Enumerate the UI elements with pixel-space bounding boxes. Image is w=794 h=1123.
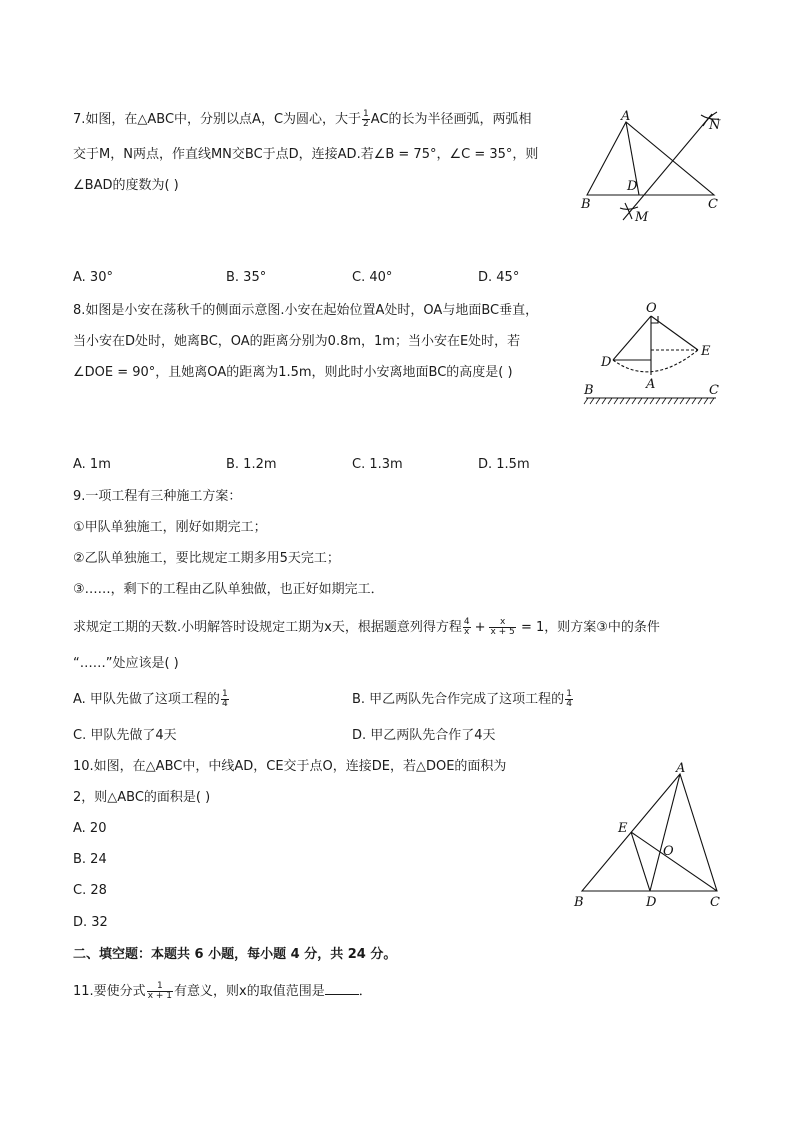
q10-label-o: O	[663, 844, 674, 859]
q7-option-d[interactable]: D. 45°	[478, 270, 520, 285]
q7-option-b[interactable]: B. 35°	[226, 270, 267, 285]
q9-eq-f1-den: x	[464, 627, 470, 637]
q10-label-d: D	[646, 895, 657, 910]
q9-option-a-frac-num: 1	[221, 689, 228, 699]
q8-label-e: E	[701, 344, 711, 359]
q8-label-b: B	[584, 383, 594, 398]
q9-option-a-text: A. 甲队先做了这项工程的	[73, 692, 220, 707]
q7-figure	[575, 100, 735, 230]
q9-eq-plus: +	[474, 620, 486, 635]
q9-line6: “……”处应该是( )	[73, 656, 179, 671]
q7-arc-m-1	[620, 207, 638, 209]
q7-label-m: M	[635, 210, 649, 225]
q10-option-d[interactable]: D. 32	[73, 915, 108, 930]
q9-line3: ②乙队单独施工，要比规定工期多用5天完工；	[73, 551, 340, 566]
q9-option-b[interactable]	[352, 690, 574, 709]
q9-eq-f1-num: 4	[463, 617, 470, 627]
q8-segment-od	[613, 316, 651, 360]
q7-fraction	[362, 110, 370, 129]
q10-option-c[interactable]: C. 28	[73, 883, 107, 898]
q7-line3: ∠BAD的度数为( )	[73, 178, 179, 193]
q10-line1: 10.如图，在△ABC中，中线AD，CE交于点O，连接DE，若△DOE的面积为	[73, 759, 507, 774]
q10-triangle-abc	[582, 774, 717, 891]
q8-label-o: O	[646, 301, 657, 316]
q9-line5	[73, 618, 660, 637]
q8-line1: 8.如图是小安在荡秋千的侧面示意图.小安在起始位置A处时，OA与地面BC垂直，	[73, 303, 539, 318]
q11-answer-blank[interactable]	[325, 982, 359, 995]
q10-label-c: C	[710, 895, 720, 910]
q8-line3: ∠DOE = 90°，且她离OA的距离为1.5m，则此时小安离地面BC的高度是( )	[73, 365, 513, 380]
q8-line2: 当小安在D处时，她离BC，OA的距离分别为0.8m，1m；当小安在E处时，若	[73, 334, 521, 349]
q9-option-b-text: B. 甲乙两队先合作完成了这项工程的	[352, 692, 565, 707]
q9-option-d[interactable]: D. 甲乙两队先合作了4天	[352, 728, 496, 743]
q9-option-a-frac-den: 4	[221, 699, 228, 709]
q9-option-a[interactable]	[73, 690, 230, 709]
q8-label-a: A	[646, 377, 656, 392]
q7-text-a: 7.如图，在△ABC中，分别以点A，C为圆心，大于	[73, 112, 362, 127]
section-heading-fill-in: 二、填空题：本题共 6 小题，每小题 4 分，共 24 分。	[73, 947, 397, 962]
q11-text-a: 11.要使分式	[73, 984, 146, 999]
q10-option-a[interactable]: A. 20	[73, 821, 107, 836]
q9-line4: ③……，剩下的工程由乙队单独做，也正好如期完工．	[73, 582, 384, 597]
q9-option-b-frac-num: 1	[566, 689, 572, 699]
q8-label-c: C	[709, 383, 719, 398]
q7-line2: 交于M，N两点，作直线MN交BC于点D，连接AD.若∠B = 75°，∠C = 35°，则	[73, 147, 539, 162]
q7-option-a[interactable]: A. 30°	[73, 270, 113, 285]
q10-label-a: A	[676, 761, 686, 776]
q9-line1: 9.一项工程有三种施工方案：	[73, 489, 242, 504]
q10-segment-de	[631, 832, 650, 891]
q10-median-ce	[631, 832, 717, 891]
q10-option-b[interactable]: B. 24	[73, 852, 107, 867]
q9-line2: ①甲队单独施工，刚好如期完工；	[73, 520, 267, 535]
q9-option-a-fraction	[221, 690, 229, 709]
q10-label-e: E	[618, 821, 628, 836]
q9-eq-fraction-2	[489, 618, 515, 637]
q8-label-d: D	[601, 355, 612, 370]
q10-label-b: B	[574, 895, 584, 910]
q8-swing-arc	[613, 350, 698, 372]
q9-eq-f2-den: x + 5	[490, 627, 515, 637]
q7-line1	[73, 110, 532, 129]
q7-label-c: C	[708, 197, 718, 212]
q9-text-b: = 1，则方案③中的条件	[520, 620, 660, 635]
q9-option-b-frac-den: 4	[566, 699, 572, 709]
q9-option-b-fraction	[565, 690, 573, 709]
q11-fraction	[147, 982, 173, 1001]
q7-triangle-abc	[587, 122, 714, 195]
q8-ground-hatching	[584, 398, 714, 404]
q7-label-b: B	[581, 197, 591, 212]
q8-option-b[interactable]: B. 1.2m	[226, 457, 277, 472]
q8-figure	[580, 298, 730, 410]
q7-option-c[interactable]: C. 40°	[352, 270, 393, 285]
q8-option-c[interactable]: C. 1.3m	[352, 457, 403, 472]
q11-frac-num: 1	[147, 982, 173, 992]
q7-text-b: AC的长为半径画弧，两弧相	[370, 112, 532, 127]
q11-text-end: ．	[358, 984, 372, 999]
q11-text-b: 有意义，则x的取值范围是	[174, 984, 325, 999]
q7-label-n: N	[709, 118, 721, 133]
q7-frac-den: 2	[363, 119, 369, 129]
q9-eq-fraction-1	[463, 618, 471, 637]
q7-label-d: D	[627, 179, 638, 194]
q11-line	[73, 982, 372, 1001]
q10-line2: 2，则△ABC的面积是( )	[73, 790, 211, 805]
q9-option-c[interactable]: C. 甲队先做了4天	[73, 728, 177, 743]
q7-frac-num: 1	[363, 109, 369, 119]
q9-text-a: 求规定工期的天数.小明解答时设规定工期为x天，根据题意列得方程	[73, 620, 462, 635]
q11-frac-den: x + 1	[147, 991, 173, 1001]
q8-option-a[interactable]: A. 1m	[73, 457, 111, 472]
q7-label-a: A	[621, 109, 631, 124]
q9-eq-f2-num: x	[489, 618, 515, 628]
q10-figure	[568, 756, 733, 916]
q8-option-d[interactable]: D. 1.5m	[478, 457, 530, 472]
